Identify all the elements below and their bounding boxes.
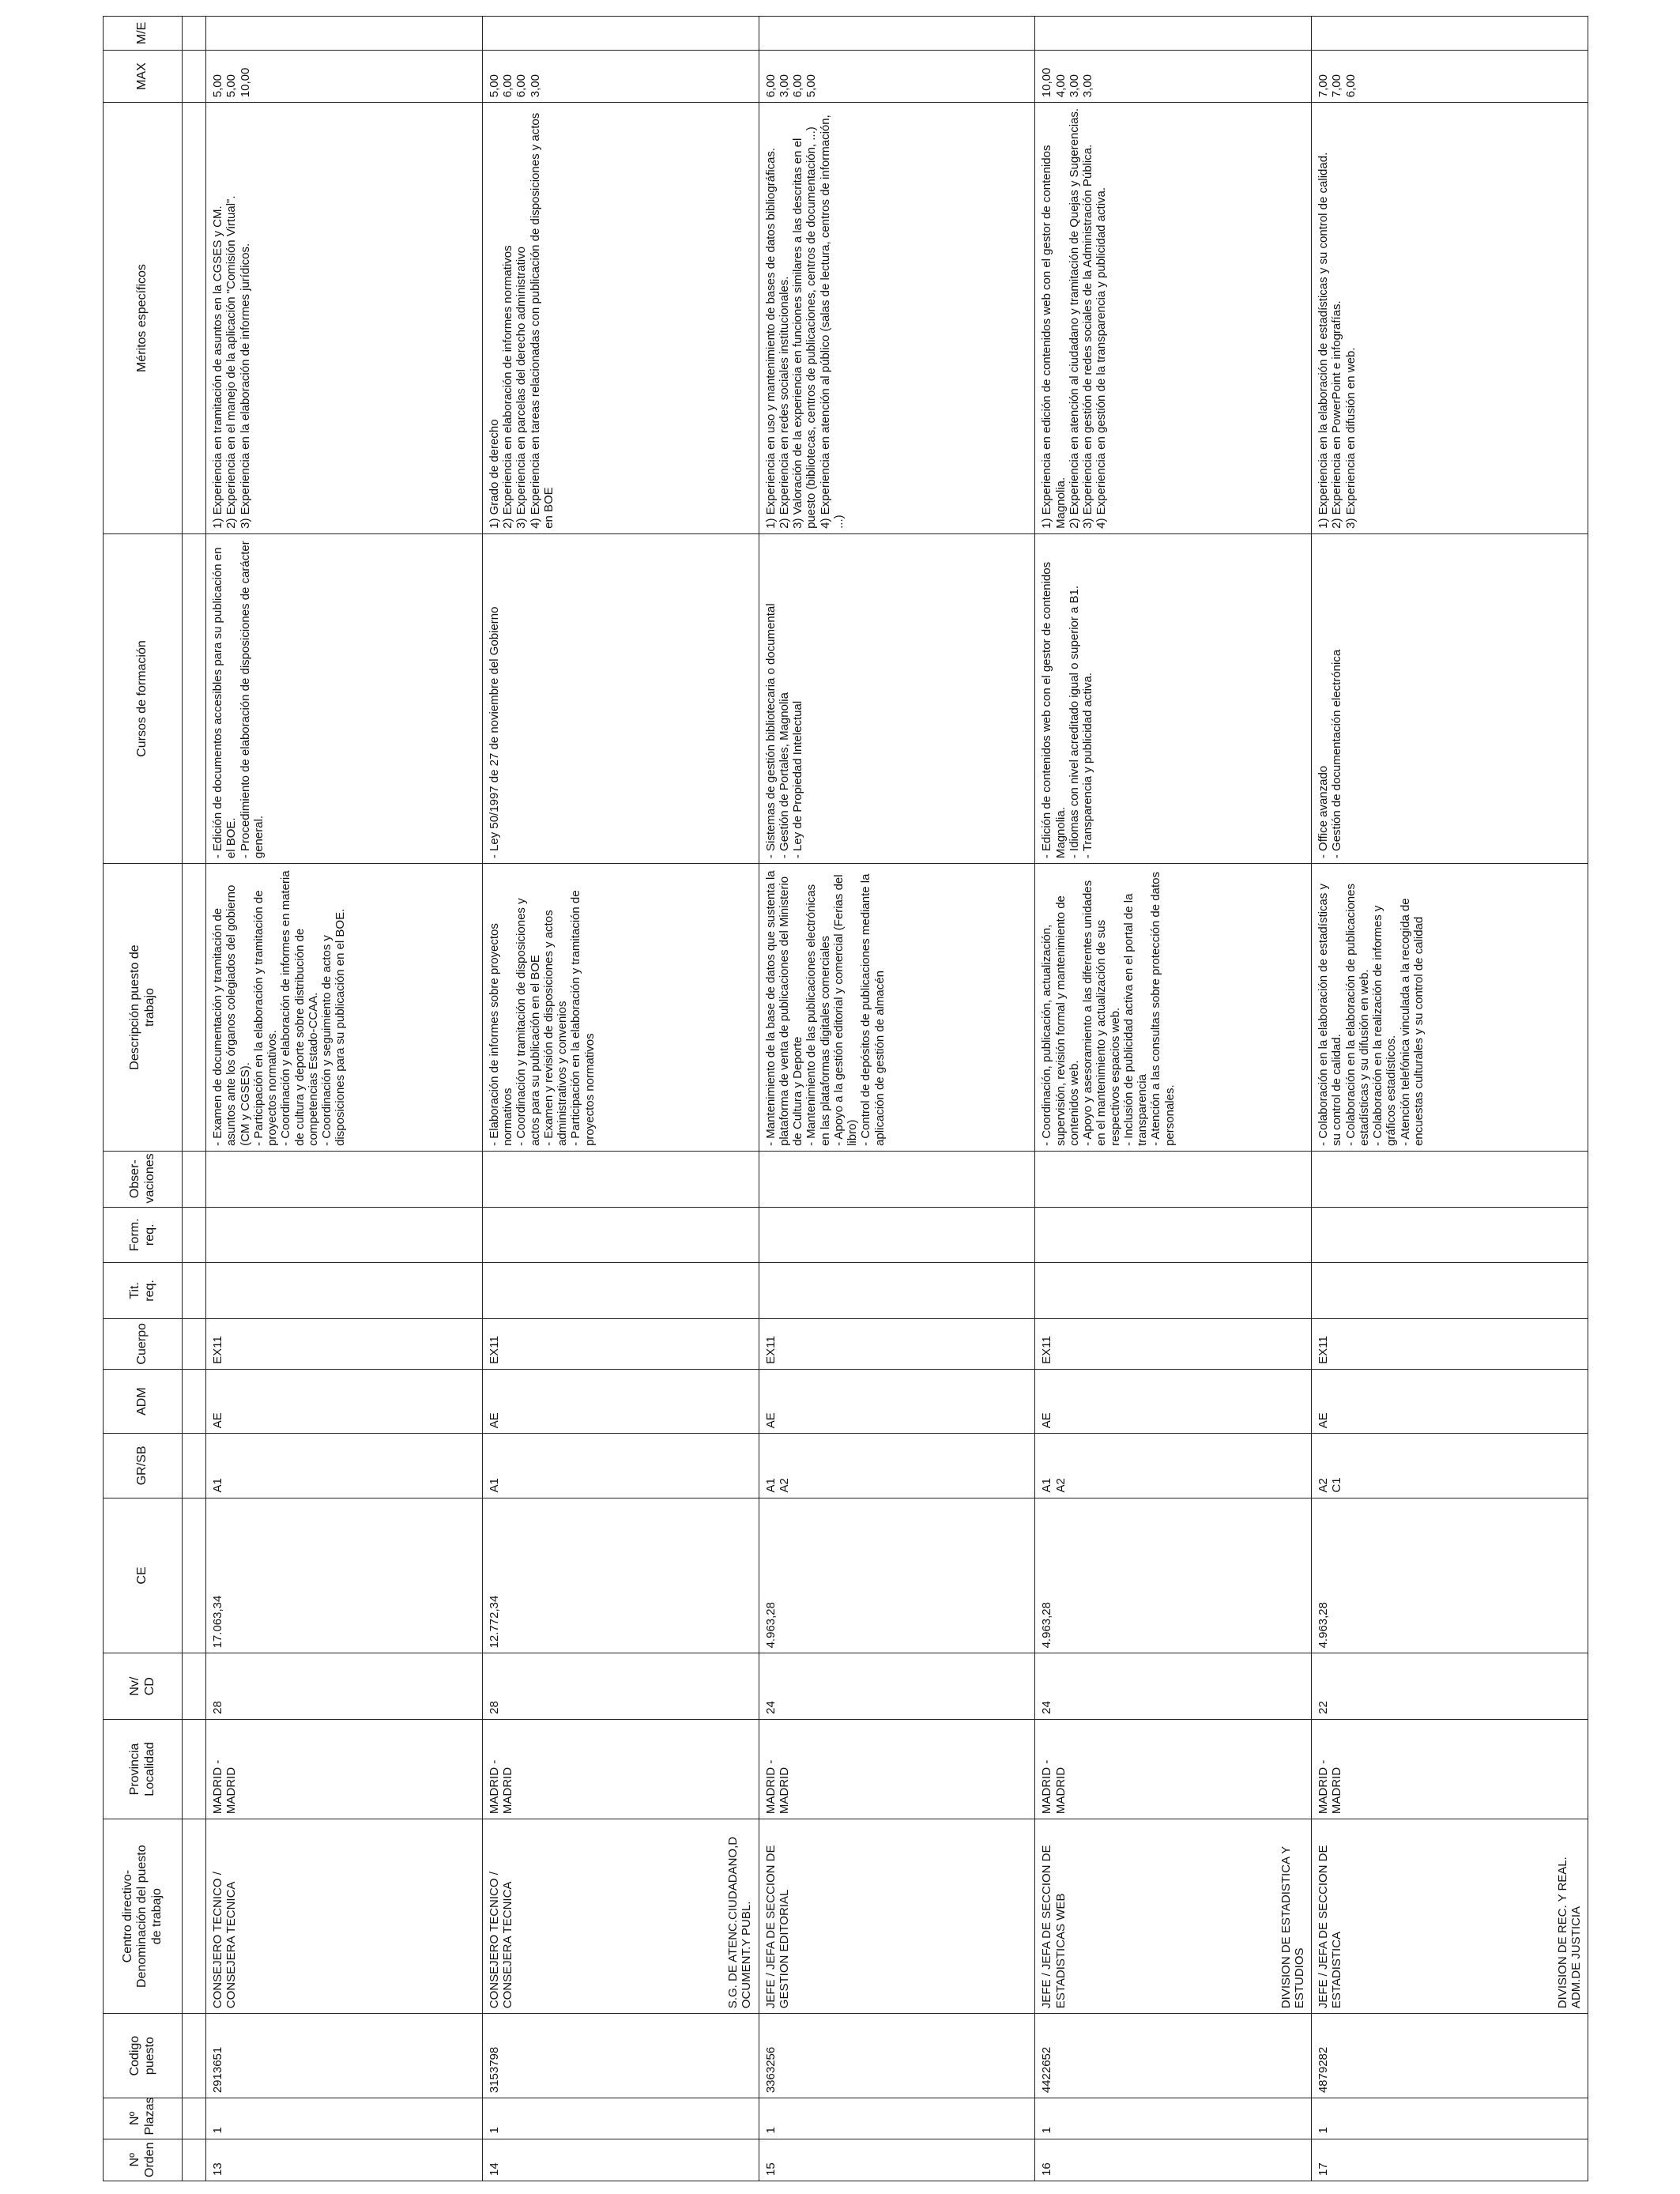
value-cursos: - Edición de documentos accesibles para su publicación en el BOE. - Procedimiento de elaboración de disposiciones de carácter general.	[211, 541, 266, 859]
value-meritos: 1) Experiencia en tramitación de asuntos en la CGSES y CM. 2) Experiencia en el manejo de la aplicación "Comisión Virtual". 3) Experiencia en la elaboración de informes jurídicos.	[211, 195, 252, 529]
cell-descripcion	[206, 864, 483, 1152]
max-score: 6,00	[791, 74, 805, 98]
value-codigo: 2913651	[211, 2046, 224, 2094]
value-adm: AE	[763, 1412, 778, 1429]
cell-formacion	[1312, 1207, 1588, 1263]
value-cuerpo: EX11	[487, 1336, 501, 1364]
cell-plazas	[206, 2098, 483, 2139]
cell-nivel	[482, 1653, 759, 1719]
cell-cuerpo	[482, 1318, 759, 1369]
value-nivel: 28	[487, 1701, 501, 1714]
cell-meritos	[482, 103, 759, 534]
cell-formacion	[1035, 1207, 1312, 1263]
max-score: 5,00	[804, 74, 819, 98]
value-plazas: 1	[487, 2127, 501, 2134]
cell-adm	[482, 1369, 759, 1433]
cell-meritos	[1312, 103, 1588, 534]
cell-codigo	[482, 2014, 759, 2098]
cell-plazas	[1312, 2098, 1588, 2139]
cell-ce	[206, 1498, 483, 1653]
value-ce: 17.063,34	[211, 1595, 224, 1649]
cell-max	[482, 50, 759, 102]
value-nivel: 24	[1040, 1701, 1054, 1714]
cell-provincia	[482, 1719, 759, 1819]
cell-plazas	[759, 2098, 1035, 2139]
cell-ce	[1035, 1498, 1312, 1653]
position-name: CONSEJERO TECNICO / CONSEJERA TECNICA	[211, 1872, 239, 2009]
cell-cursos	[482, 533, 759, 863]
cell-ce	[759, 1498, 1035, 1653]
cell-observaciones	[1035, 1151, 1312, 1207]
value-meritos: 1) Experiencia en edición de contenidos web con el gestor de contenidos Magnolia. 2) Experiencia en atención al ciudadano y tramitación de Quejas y Sugerencias. 3) Experiencia en gestión de redes sociales de la Administración Pública. 4) Experiencia en gestión de la transparencia y publicidad activa.	[1040, 107, 1109, 529]
position-name: JEFE / JEFA DE SECCION DE GESTION EDITORIAL	[763, 1845, 791, 2009]
cell-cursos	[759, 533, 1035, 863]
max-score: 3,00	[528, 74, 542, 98]
header-meritos: Méritos específicos	[104, 103, 183, 534]
max-score: 6,00	[1343, 74, 1358, 98]
header-centro: Centro directivo- Denominación del puesto de trabajo	[104, 1819, 183, 2014]
cell-adm	[1312, 1369, 1588, 1433]
cell-me	[206, 17, 483, 51]
cell-descripcion	[1035, 864, 1312, 1152]
header-observaciones: Obser- vaciones	[104, 1151, 183, 1207]
cell-cuerpo	[1312, 1318, 1588, 1369]
header-orden: Nº Orden	[104, 2139, 183, 2181]
value-ce: 4.963,28	[1317, 1602, 1331, 1649]
cell-orden	[1312, 2139, 1588, 2181]
cell-centro	[1035, 1819, 1312, 2014]
cell-orden	[759, 2139, 1035, 2181]
cell-orden	[482, 2139, 759, 2181]
value-provincia: MADRID - MADRID	[763, 1759, 791, 1815]
cell-adm	[1035, 1369, 1312, 1433]
value-nivel: 24	[763, 1701, 778, 1714]
value-provincia: MADRID - MADRID	[1040, 1759, 1068, 1815]
job-positions-table	[103, 16, 1588, 2181]
cell-provincia	[759, 1719, 1035, 1819]
position-name: JEFE / JEFA DE SECCION DE ESTADISTICA	[1317, 1845, 1344, 2009]
table-row	[1035, 17, 1312, 2181]
cell-provincia	[206, 1719, 483, 1819]
value-orden: 14	[487, 2162, 501, 2176]
cell-formacion	[759, 1207, 1035, 1263]
cell-meritos	[759, 103, 1035, 534]
max-score: 5,00	[224, 74, 239, 98]
cell-descripcion	[482, 864, 759, 1152]
header-spacer-row	[183, 17, 206, 2181]
position-name: CONSEJERO TECNICO / CONSEJERA TECNICA	[487, 1872, 515, 2009]
header-formacion: Form. req.	[104, 1207, 183, 1263]
cell-meritos	[1035, 103, 1312, 534]
division-heading: DIVISION DE ESTADISTICA Y ESTUDIOS	[1279, 1845, 1306, 2009]
cell-centro	[1312, 1819, 1588, 2014]
cell-observaciones	[759, 1151, 1035, 1207]
cell-titulacion	[1312, 1263, 1588, 1319]
cell-plazas	[1035, 2098, 1312, 2139]
cell-grupo	[206, 1434, 483, 1498]
value-cuerpo: EX11	[763, 1336, 778, 1364]
max-score: 3,00	[1081, 74, 1095, 98]
value-grupo: A2 C1	[1317, 1477, 1344, 1493]
header-codigo: Codigo puesto	[104, 2014, 183, 2098]
value-descripcion: - Coordinación, publicación, actualización, supervisión, revisión formal y mantenimiento de contenidos web. - Apoyo y asesoramiento a las diferentes unidades en el mantenimiento y actualización de sus respectivos espacios web. - Inclusión de publicidad activa en el portal de la transparencia - Atención a las consultas sobre protección de datos personales.	[1040, 872, 1177, 1146]
header-row	[104, 17, 183, 2181]
value-meritos: 1) Experiencia en la elaboración de estadísticas y su control de calidad. 2) Experiencia en PowerPoint e infografías. 3) Experiencia en difusión en web.	[1317, 152, 1358, 529]
value-meritos: 1) Experiencia en uso y mantenimiento de bases de datos bibliográficas. 2) Experiencia en redes sociales institucionales. 3) Valoración de la experiencia en funciones similares a las descritas en el puesto (bibliotecas, centros de publicaciones, centros de documentación, ...) 4) Experiencia en atención al público (salas de lectura, centros de información, ...)	[763, 115, 846, 529]
value-provincia: MADRID - MADRID	[1317, 1759, 1344, 1815]
value-orden: 13	[211, 2162, 224, 2176]
cell-plazas	[482, 2098, 759, 2139]
cell-cuerpo	[759, 1318, 1035, 1369]
cell-titulacion	[206, 1263, 483, 1319]
value-grupo: A1	[211, 1478, 224, 1493]
value-provincia: MADRID - MADRID	[487, 1759, 515, 1815]
value-descripcion: - Mantenimiento de la base de datos que sustenta la plataforma de venta de publicaciones del Ministerio de Cultura y Deporte - Mantenimiento de las publicaciones electrónicas en las plataformas digitales comerciales - Apoyo a la gestión editorial y comercial (Ferias del libro) - Control de depósitos de publicaciones mediante la aplicación de gestión de almacén	[763, 870, 887, 1146]
cell-centro	[482, 1819, 759, 2014]
cell-ce	[482, 1498, 759, 1653]
cell-observaciones	[206, 1151, 483, 1207]
header-ce: CE	[104, 1498, 183, 1653]
cell-nivel	[1035, 1653, 1312, 1719]
cell-observaciones	[482, 1151, 759, 1207]
cell-codigo	[759, 2014, 1035, 2098]
cell-cursos	[1312, 533, 1588, 863]
value-nivel: 28	[211, 1701, 224, 1714]
cell-me	[759, 17, 1035, 51]
max-score: 7,00	[1317, 74, 1331, 98]
value-cuerpo: EX11	[211, 1336, 224, 1364]
max-score: 5,00	[211, 74, 224, 98]
value-cursos: - Ley 50/1997 de 27 de noviembre del Gobierno	[487, 606, 501, 859]
value-plazas: 1	[211, 2127, 224, 2134]
header-max: MAX	[104, 50, 183, 102]
value-grupo: A1 A2	[763, 1478, 791, 1493]
header-provincia: Provincia Localidad	[104, 1719, 183, 1819]
cell-observaciones	[1312, 1151, 1588, 1207]
position-name: JEFE / JEFA DE SECCION DE ESTADISTICAS WEB	[1040, 1845, 1068, 2009]
value-codigo: 3153798	[487, 2046, 501, 2094]
value-adm: AE	[211, 1412, 224, 1429]
header-descripcion: Descripción puesto de trabajo	[104, 864, 183, 1152]
max-score: 6,00	[514, 74, 529, 98]
cell-formacion	[206, 1207, 483, 1263]
header-adm: ADM	[104, 1369, 183, 1433]
cell-provincia	[1312, 1719, 1588, 1819]
cell-titulacion	[1035, 1263, 1312, 1319]
header-cursos: Cursos de formación	[104, 533, 183, 863]
max-score: 3,00	[1067, 74, 1081, 98]
value-provincia: MADRID - MADRID	[211, 1759, 239, 1815]
value-descripcion: - Examen de documentación y tramitación de asuntos ante los órganos colegiados del gobierno (CM y CGSES). - Participación en la elaboración y tramitación de proyectos normativos. - Coordinación y elaboración de informes en materia de cultura y deporte sobre distribución de competencias Estado-CCAA. - Coordinación y seguimiento de actos y disposiciones para su publicación en el BOE.	[211, 870, 348, 1146]
table-row	[1312, 17, 1588, 2181]
cell-codigo	[1312, 2014, 1588, 2098]
value-cursos: - Edición de contenidos web con el gestor de contenidos Magnolia. - Idiomas con nivel acreditado igual o superior a B1. - Transparencia y publicidad activa.	[1040, 561, 1095, 859]
division-heading: DIVISION DE REC. Y REAL. ADM.DE JUSTICIA	[1555, 1857, 1583, 2009]
value-meritos: 1) Grado de derecho 2) Experiencia en elaboración de informes normativos 3) Experiencia en parcelas del derecho administrativo 4) Experiencia en tareas relacionadas con publicación de disposiciones y actos en BOE	[487, 112, 556, 529]
header-grupo: GR/SB	[104, 1434, 183, 1498]
value-ce: 4.963,28	[1040, 1602, 1054, 1649]
cell-cursos	[206, 533, 483, 863]
value-codigo: 3363256	[763, 2046, 778, 2094]
value-adm: AE	[1040, 1412, 1054, 1429]
cell-formacion	[482, 1207, 759, 1263]
cell-codigo	[1035, 2014, 1312, 2098]
cell-meritos	[206, 103, 483, 534]
value-adm: AE	[1317, 1412, 1331, 1429]
cell-grupo	[1035, 1434, 1312, 1498]
cell-me	[482, 17, 759, 51]
cell-centro	[206, 1819, 483, 2014]
table-row	[482, 17, 759, 2181]
cell-provincia	[1035, 1719, 1312, 1819]
cell-adm	[759, 1369, 1035, 1433]
value-cursos: - Office avanzado - Gestión de documentación electrónica	[1317, 649, 1344, 859]
cell-orden	[206, 2139, 483, 2181]
value-ce: 4.963,28	[763, 1602, 778, 1649]
max-score: 10,00	[238, 67, 252, 98]
cell-titulacion	[759, 1263, 1035, 1319]
value-descripcion: - Colaboración en la elaboración de estadísticas y su control de calidad. - Colaboración en la elaboración de publicaciones estadísticas y su difusión en web. - Colaboración en la realización de informes y gráficos estadísticos. - Atención telefónica vinculada a la recogida de encuestas culturales y su control de calidad	[1317, 884, 1426, 1146]
cell-cuerpo	[206, 1318, 483, 1369]
max-score: 5,00	[487, 74, 501, 98]
value-codigo: 4422652	[1040, 2046, 1054, 2094]
value-grupo: A1	[487, 1478, 501, 1493]
header-me: M/E	[104, 17, 183, 51]
cell-max	[1312, 50, 1588, 102]
cell-descripcion	[1312, 864, 1588, 1152]
cell-grupo	[759, 1434, 1035, 1498]
value-plazas: 1	[1317, 2127, 1331, 2134]
max-score: 6,00	[763, 74, 778, 98]
cell-max	[759, 50, 1035, 102]
value-nivel: 22	[1317, 1701, 1331, 1714]
table-row	[206, 17, 483, 2181]
cell-me	[1312, 17, 1588, 51]
value-codigo: 4879282	[1317, 2046, 1331, 2094]
max-score: 6,00	[501, 74, 515, 98]
cell-codigo	[206, 2014, 483, 2098]
cell-centro	[759, 1819, 1035, 2014]
cell-cursos	[1035, 533, 1312, 863]
value-grupo: A1 A2	[1040, 1478, 1068, 1493]
table-row	[759, 17, 1035, 2181]
cell-me	[1035, 17, 1312, 51]
value-cursos: - Sistemas de gestión bibliotecaria o documental - Gestión de Portales, Magnolia - Ley de Propiedad Intelectual	[763, 603, 805, 859]
cell-nivel	[1312, 1653, 1588, 1719]
value-orden: 15	[763, 2162, 778, 2176]
cell-adm	[206, 1369, 483, 1433]
value-orden: 17	[1317, 2162, 1331, 2176]
cell-cuerpo	[1035, 1318, 1312, 1369]
value-plazas: 1	[1040, 2127, 1054, 2134]
cell-nivel	[206, 1653, 483, 1719]
header-plazas: Nº Plazas	[104, 2098, 183, 2139]
value-descripcion: - Elaboración de informes sobre proyectos normativos - Coordinación y tramitación de disposiciones y actos para su publicación en el BOE - Examen y revisión de disposiciones y actos administrativos y convenios - Participación en la elaboración y tramitación de proyectos normativos	[487, 890, 597, 1146]
value-cuerpo: EX11	[1040, 1336, 1054, 1364]
value-orden: 16	[1040, 2162, 1054, 2176]
cell-descripcion	[759, 864, 1035, 1152]
rotated-page	[103, 16, 1588, 2181]
value-ce: 12.772,34	[487, 1595, 501, 1649]
cell-grupo	[482, 1434, 759, 1498]
division-heading: S.G. DE ATENC.CIUDADANO,D OCUMENT.Y PUBL.	[726, 1836, 754, 2009]
value-cuerpo: EX11	[1317, 1336, 1331, 1364]
max-score: 10,00	[1040, 67, 1054, 98]
cell-max	[206, 50, 483, 102]
value-adm: AE	[487, 1412, 501, 1429]
cell-orden	[1035, 2139, 1312, 2181]
header-cuerpo: Cuerpo	[104, 1318, 183, 1369]
header-titulacion: Tit. req.	[104, 1263, 183, 1319]
max-score: 4,00	[1053, 74, 1068, 98]
value-plazas: 1	[763, 2127, 778, 2134]
max-score: 3,00	[777, 74, 791, 98]
cell-nivel	[759, 1653, 1035, 1719]
cell-ce	[1312, 1498, 1588, 1653]
header-nivel: Nv/ CD	[104, 1653, 183, 1719]
cell-max	[1035, 50, 1312, 102]
cell-titulacion	[482, 1263, 759, 1319]
max-score: 7,00	[1330, 74, 1344, 98]
cell-grupo	[1312, 1434, 1588, 1498]
